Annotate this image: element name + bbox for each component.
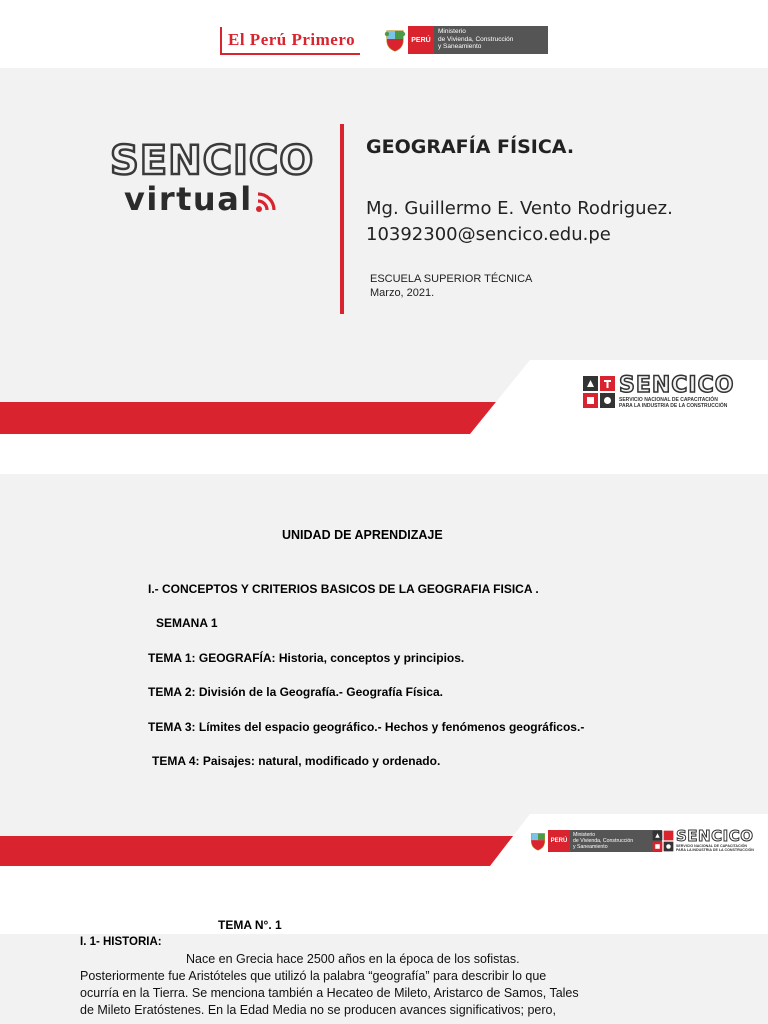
ministerio-label: Ministerio de Vivienda, Construcción y Saneamiento [434, 26, 548, 54]
logo-sencico-word: SENCICO [110, 138, 315, 184]
peru-primero-logo [220, 27, 360, 55]
peru-coat-of-arms-icon [382, 26, 408, 54]
content-slide [0, 474, 768, 866]
school-name: ESCUELA SUPERIOR TÉCNICA [370, 273, 533, 285]
peru-label: PERÚ [408, 26, 434, 54]
slide-heading: UNIDAD DE APRENDIZAJE [282, 528, 443, 542]
ministerio-logo [528, 830, 662, 852]
sencico-tagline-2: PARA LA INDUSTRIA DE LA CONSTRUCCIÓN [619, 403, 728, 409]
peru-coat-of-arms-icon [528, 830, 548, 852]
slide-date: Marzo, 2021. [370, 287, 435, 299]
cover-slide [0, 68, 768, 434]
historia-paragraph [80, 951, 620, 1019]
topic-1: TEMA 1: GEOGRAFÍA: Historia, conceptos y principios. [148, 651, 465, 665]
sencico-corporate-logo [582, 375, 734, 409]
author-name: Mg. Guillermo E. Vento Rodriguez. [366, 198, 673, 219]
logo-virtual-word: virtual [124, 182, 310, 216]
topic-2: TEMA 2: División de la Geografía.- Geografía Física. [148, 685, 443, 699]
week-label: SEMANA 1 [156, 616, 218, 630]
para-line-1: Nace en Grecia hace 2500 años en la época de los sofistas. [186, 952, 520, 966]
sencico-tagline-1: SERVICIO NACIONAL DE CAPACITACIÓN [619, 397, 718, 403]
sencico-emblem-icon [652, 830, 674, 852]
author-email: 10392300@sencico.edu.pe [366, 224, 611, 245]
peru-label: PERÚ [548, 830, 570, 852]
top-header [0, 0, 768, 68]
school-block [370, 272, 532, 300]
broadcast-icon [255, 189, 281, 213]
sencico-tagline-1: SERVICIO NACIONAL DE CAPACITACIÓN [676, 844, 748, 848]
ministerio-logo [382, 26, 548, 54]
sencico-name: SENCICO [676, 827, 754, 845]
sencico-virtual-logo [110, 138, 315, 218]
sencico-name: SENCICO [619, 373, 735, 398]
sencico-tagline-2: PARA LA INDUSTRIA DE LA CONSTRUCCIÓN [676, 848, 754, 853]
tema-heading: TEMA N°. 1 [218, 918, 282, 932]
para-line-3: ocurría en la Tierra. Se menciona también a Hecateo de Mileto, Aristarco de Samos, Tales [80, 986, 579, 1000]
peru-primero-text: El Perú Primero [228, 30, 356, 49]
ministerio-label: Ministerio de Vivienda, Construcción y Saneamiento [570, 830, 662, 852]
vertical-divider [340, 124, 344, 314]
sencico-emblem-icon [582, 375, 616, 409]
sencico-corporate-logo [652, 829, 754, 853]
topic-3: TEMA 3: Límites del espacio geográfico.- Hechos y fenómenos geográficos.- [148, 720, 585, 734]
topic-4: TEMA 4: Paisajes: natural, modificado y ordenado. [152, 754, 441, 768]
section-title: I. 1- HISTORIA: [80, 936, 162, 948]
course-title: GEOGRAFÍA FÍSICA. [366, 136, 575, 158]
text-page [0, 866, 768, 1024]
para-line-4: de Mileto Eratóstenes. En la Edad Media no se producen avances significativos; pero, [80, 1003, 556, 1017]
para-line-2: Posteriormente fue Aristóteles que utilizó la palabra “geografía” para describir lo que [80, 969, 547, 983]
author-block [366, 196, 673, 248]
unit-title: I.- CONCEPTOS Y CRITERIOS BASICOS DE LA GEOGRAFIA FISICA . [148, 582, 539, 596]
